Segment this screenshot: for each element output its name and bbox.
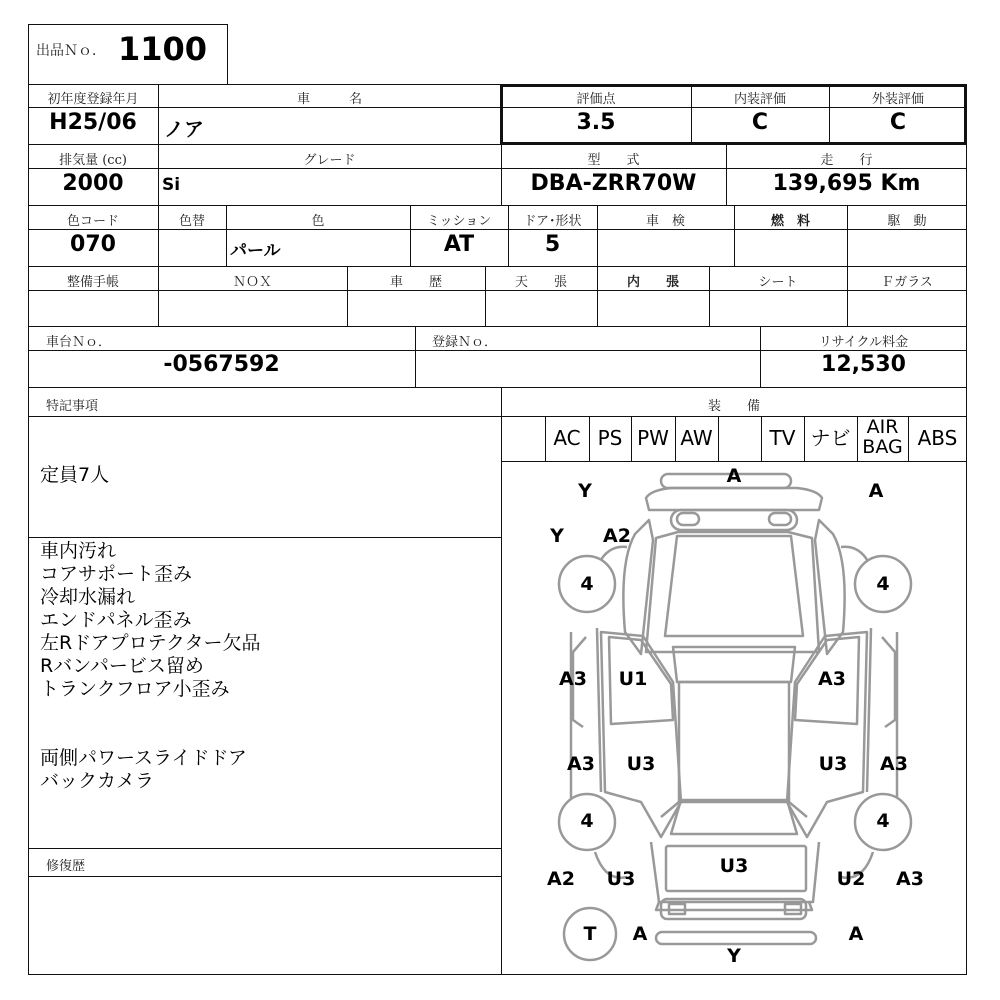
damage-rear-bottom: Y [727,945,741,967]
damage-rear-hatch: U3 [719,855,749,877]
recycle-label: リサイクル料金 [818,335,909,350]
grid-line [415,326,416,387]
registration-label: 登録Ｎｏ． [432,335,498,350]
capacity-note: 定員7人 [40,464,110,486]
note-line: バックカメラ [40,770,155,792]
damage-left-u3: U3 [626,753,656,775]
damage-left-fender-a2: A2 [603,525,631,547]
car-name-value: ノア [164,117,204,141]
interior-trim-label: 内 張 [626,275,679,290]
damage-rear-right-a3: A3 [896,868,924,890]
car-name-label: 車 名 [296,92,362,107]
note-line: 両側パワースライドドア [40,747,247,769]
damage-rear-left-u3: U3 [606,868,636,890]
color-code-value: 070 [70,232,116,257]
door-value: 5 [544,232,561,257]
lot-label: 出品Ｎｏ． [36,43,106,59]
notes-list [40,540,261,793]
equip-pw: PW [637,426,669,450]
color-code-label: 色コード [66,214,119,229]
reg-date-label: 初年度登録年月 [47,92,139,107]
tire-rear-right: 4 [876,810,890,832]
damage-left-a3-1: A3 [559,668,587,690]
chassis-label: 車台Ｎｏ． [46,335,112,350]
exterior-grade-value: C [889,110,907,135]
score-label: 評価点 [576,92,616,107]
grade-label: グレード [303,153,356,168]
damage-left-fender-y: Y [550,525,564,547]
lot-number: 1100 [118,30,208,68]
color-value: パール [230,241,281,261]
note-line: エンドパネル歪み [40,609,192,631]
grid-line [28,848,501,849]
nox-label: ＮＯＸ [232,275,272,290]
score-value: 3.5 [576,110,616,135]
interior-grade-value: C [751,110,769,135]
damage-rear-left-a2: A2 [547,868,575,890]
history-label: 車 歴 [389,275,442,290]
damage-front-left: Y [578,480,592,502]
grid-line [28,168,967,169]
grid-line [28,326,967,327]
exterior-grade-label: 外装評価 [871,92,924,107]
model-label: 型 式 [587,153,640,168]
damage-left-u1: U1 [618,668,648,690]
note-line: Rバンパービス留め [40,655,204,677]
equipment-label: 装 備 [707,399,760,414]
glass-label: Ｆガラス [881,275,933,290]
grid-line [718,416,719,461]
door-label: ドア･形状 [523,214,582,229]
note-line: 冷却水漏れ [40,586,136,608]
grid-line [28,205,967,206]
note-line: コアサポート歪み [40,563,193,585]
grid-line [28,537,501,538]
equip-aw: AW [680,426,713,450]
fuel-label: 燃 料 [770,214,810,229]
recycle-value: 12,530 [821,352,906,377]
displacement-value: 2000 [62,171,124,196]
equip-abs: ABS [917,426,958,450]
equip-airbag-line1: AIR [866,416,899,438]
damage-right-a3-1: A3 [818,668,846,690]
displacement-label: 排気量 (cc) [59,153,127,168]
equip-ps: PS [597,426,623,450]
grid-line [28,387,967,388]
interior-grade-label: 内装評価 [733,92,786,107]
note-line [40,724,261,747]
equip-ac: AC [553,426,581,450]
color-label: 色 [311,214,325,229]
damage-front-bumper: A [726,465,742,487]
grid-line [28,350,967,351]
damage-rear-right-u2: U2 [836,868,866,890]
damage-right-a3-2: A3 [880,753,908,775]
grid-line [28,876,501,877]
mileage-label: 走 行 [820,153,873,168]
damage-rear-bumper-left: A [632,923,648,945]
spare-tire-label: T [583,923,597,945]
note-line: 車内汚れ [40,540,117,562]
damage-right-u3: U3 [818,753,848,775]
damage-rear-bumper-right: A [848,923,864,945]
damage-left-a3-2: A3 [567,753,595,775]
grade-value: Si [162,175,181,195]
maintenance-label: 整備手帳 [66,275,119,290]
transmission-value: AT [443,232,475,257]
equip-tv: TV [769,426,796,450]
seat-label: シート [758,275,798,290]
sunroof-label: 天 張 [514,275,567,290]
mileage-value: 139,695 Km [772,171,921,196]
note-line [40,701,261,724]
drive-label: 駆 動 [887,214,927,229]
equip-navi: ナビ [810,426,851,450]
note-line: トランクフロア小歪み [40,678,230,700]
tire-front-right: 4 [876,573,890,595]
repair-history-label: 修復歴 [46,859,86,874]
reg-date-value: H25/06 [49,110,137,135]
grid-line [28,290,967,291]
notes-label: 特記事項 [46,399,99,414]
grid-line [28,266,967,267]
tire-rear-left: 4 [580,810,594,832]
equip-airbag-line2: BAG [862,436,903,458]
damage-front-right: A [868,480,884,502]
transmission-label: ミッション [426,214,492,229]
note-line: 左Rドアプロテクター欠品 [40,632,261,654]
grid-line [28,229,967,230]
repaint-label: 色替 [178,214,205,229]
tire-front-left: 4 [580,573,594,595]
model-value: DBA-ZRR70W [530,171,697,196]
inspection-label: 車 検 [645,214,685,229]
grid-line [28,416,967,417]
chassis-value: -0567592 [163,352,280,377]
